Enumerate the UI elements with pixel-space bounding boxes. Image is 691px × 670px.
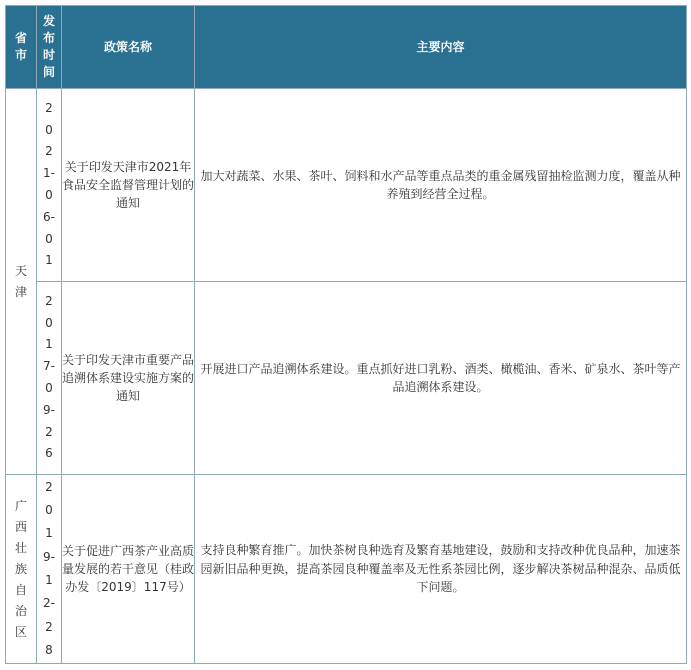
- table-header-row: [6, 6, 687, 89]
- cell-policy-name: 关于促进广西茶产业高质量发展的若干意见（桂政办发〔2019〕117号）: [62, 475, 195, 664]
- cell-policy-name: 关于印发天津市重要产品追溯体系建设实施方案的通知: [62, 282, 195, 475]
- cell-content: 开展进口产品追溯体系建设。重点抓好进口乳粉、酒类、橄榄油、香米、矿泉水、茶叶等产品追溯体系建设。: [195, 282, 687, 475]
- cell-date: 2017-09-26: [37, 282, 62, 475]
- header-content: 主要内容: [195, 6, 687, 89]
- cell-province: 天津: [6, 89, 37, 475]
- cell-content: 支持良种繁育推广。加快茶树良种选育及繁育基地建设，鼓励和支持改种优良品种，加速茶园新旧品种更换，提高茶园良种覆盖率及无性系茶园比例，逐步解决茶树品种混杂、品质低下问题。: [195, 475, 687, 664]
- table-row: [6, 282, 687, 475]
- header-province: 省市: [6, 6, 37, 89]
- cell-policy-name: 关于印发天津市2021年食品安全监督管理计划的通知: [62, 89, 195, 282]
- header-date: 发布时间: [37, 6, 62, 89]
- header-policy-name: 政策名称: [62, 6, 195, 89]
- cell-province: 广西壮族自治区: [6, 475, 37, 664]
- table-row: [6, 475, 687, 664]
- cell-content: 加大对蔬菜、水果、茶叶、饲料和水产品等重点品类的重金属残留抽检监测力度，覆盖从种养殖到经营全过程。: [195, 89, 687, 282]
- cell-date: 2019-12-28: [37, 475, 62, 664]
- table-row: [6, 89, 687, 282]
- policy-table: [5, 5, 687, 664]
- cell-date: 2021-06-01: [37, 89, 62, 282]
